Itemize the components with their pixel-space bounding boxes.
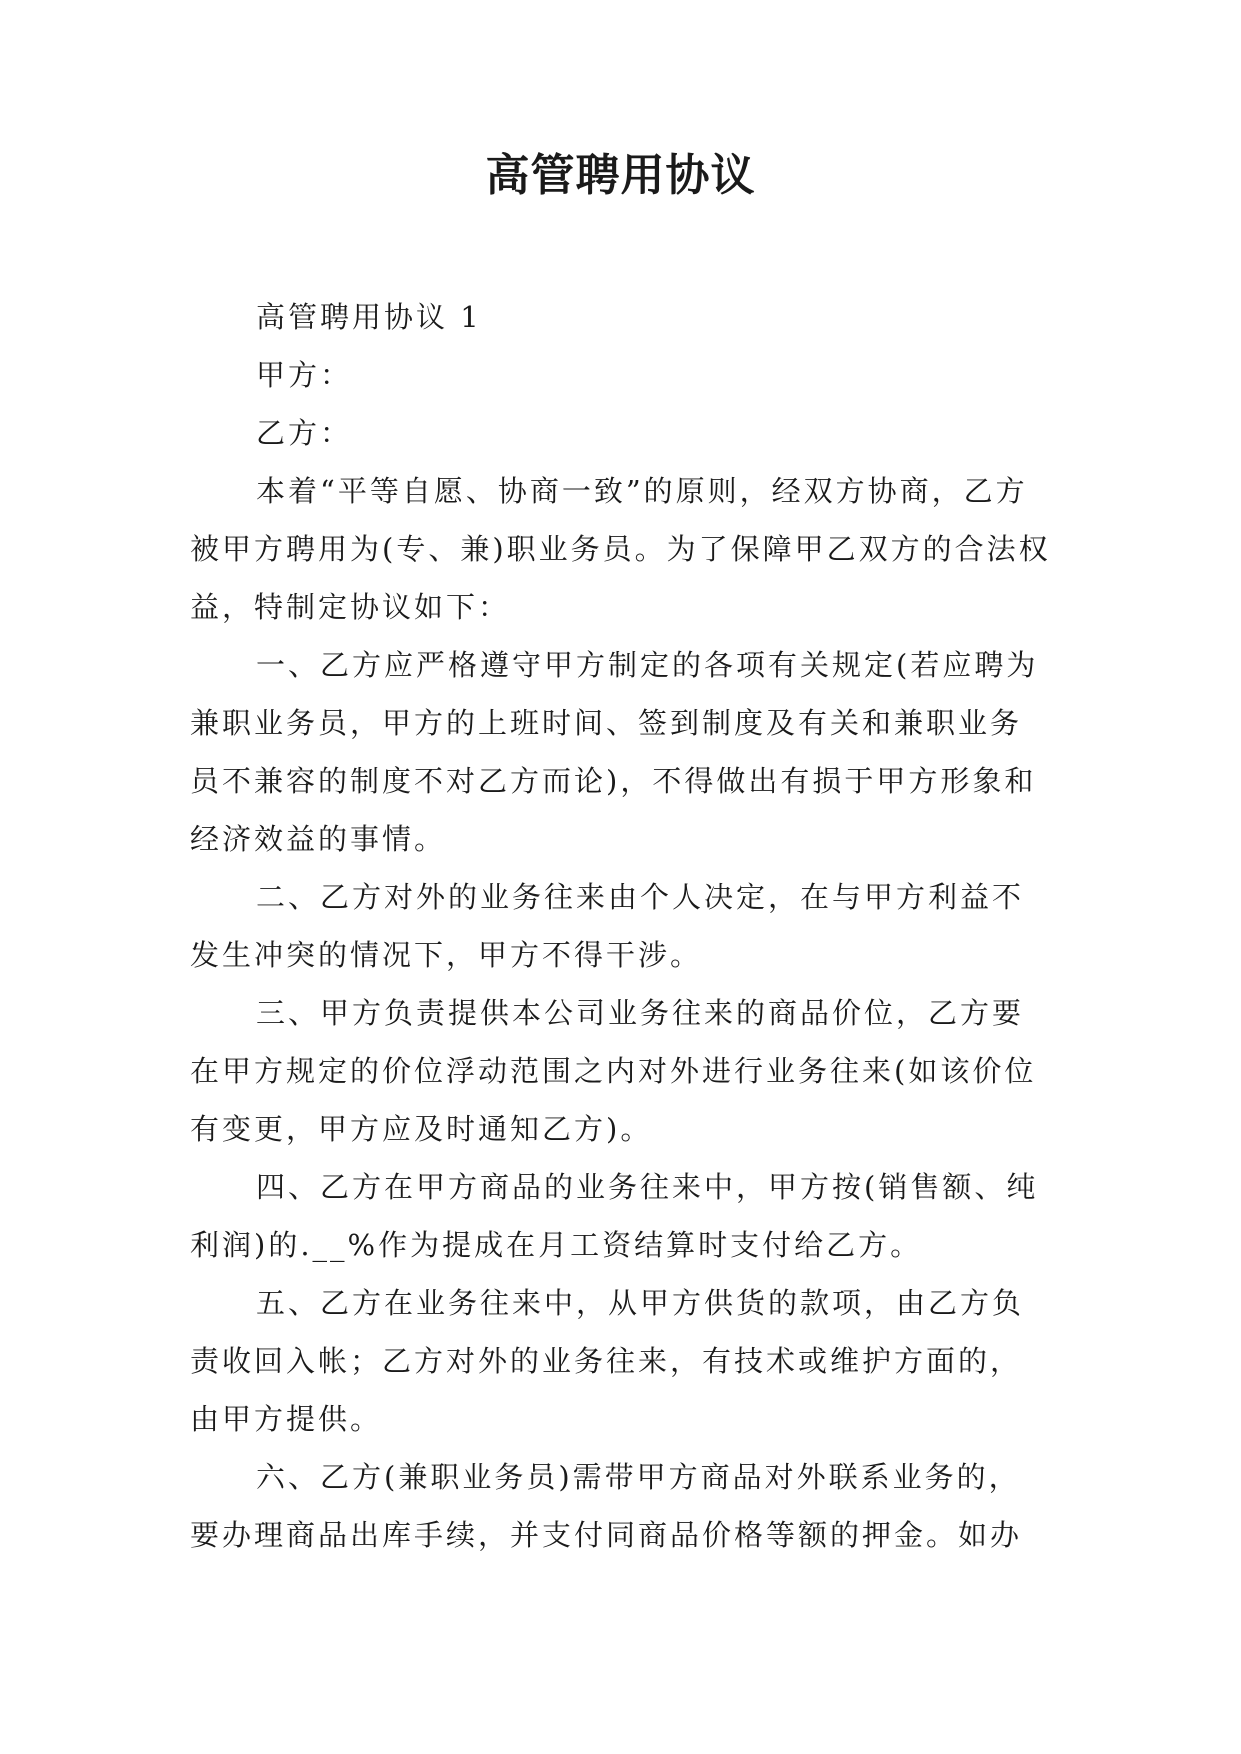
clause-2: 二、乙方对外的业务往来由个人决定，在与甲方利益不发生冲突的情况下，甲方不得干涉。	[190, 880, 1025, 972]
document-body	[190, 288, 1052, 1564]
party-b-line: 乙方：	[256, 416, 353, 450]
party-a-line: 甲方：	[256, 358, 353, 392]
clause-4: 四、乙方在甲方商品的业务往来中，甲方按(销售额、纯利润)的.__%作为提成在月工资结算时支付给乙方。	[190, 1170, 1039, 1262]
section-heading: 高管聘用协议 1	[256, 300, 482, 334]
clause-1: 一、乙方应严格遵守甲方制定的各项有关规定(若应聘为兼职业务员，甲方的上班时间、签到制度及有关和兼职业务员不兼容的制度不对乙方而论)，不得做出有损于甲方形象和经济效益的事情。	[190, 648, 1039, 856]
preamble-paragraph: 本着“平等自愿、协商一致”的原则，经双方协商，乙方被甲方聘用为(专、兼)职业务员。为了保障甲乙双方的合法权益，特制定协议如下：	[190, 474, 1051, 624]
clause-3: 三、甲方负责提供本公司业务往来的商品价位，乙方要在甲方规定的价位浮动范围之内对外进行业务往来(如该价位有变更，甲方应及时通知乙方)。	[190, 996, 1037, 1146]
clause-5: 五、乙方在业务往来中，从甲方供货的款项，由乙方负责收回入帐；乙方对外的业务往来，有技术或维护方面的，由甲方提供。	[190, 1286, 1025, 1436]
document-title: 高管聘用协议	[485, 150, 756, 201]
clause-6: 六、乙方(兼职业务员)需带甲方商品对外联系业务的，要办理商品出库手续，并支付同商品价格等额的押金。如办	[190, 1460, 1023, 1552]
